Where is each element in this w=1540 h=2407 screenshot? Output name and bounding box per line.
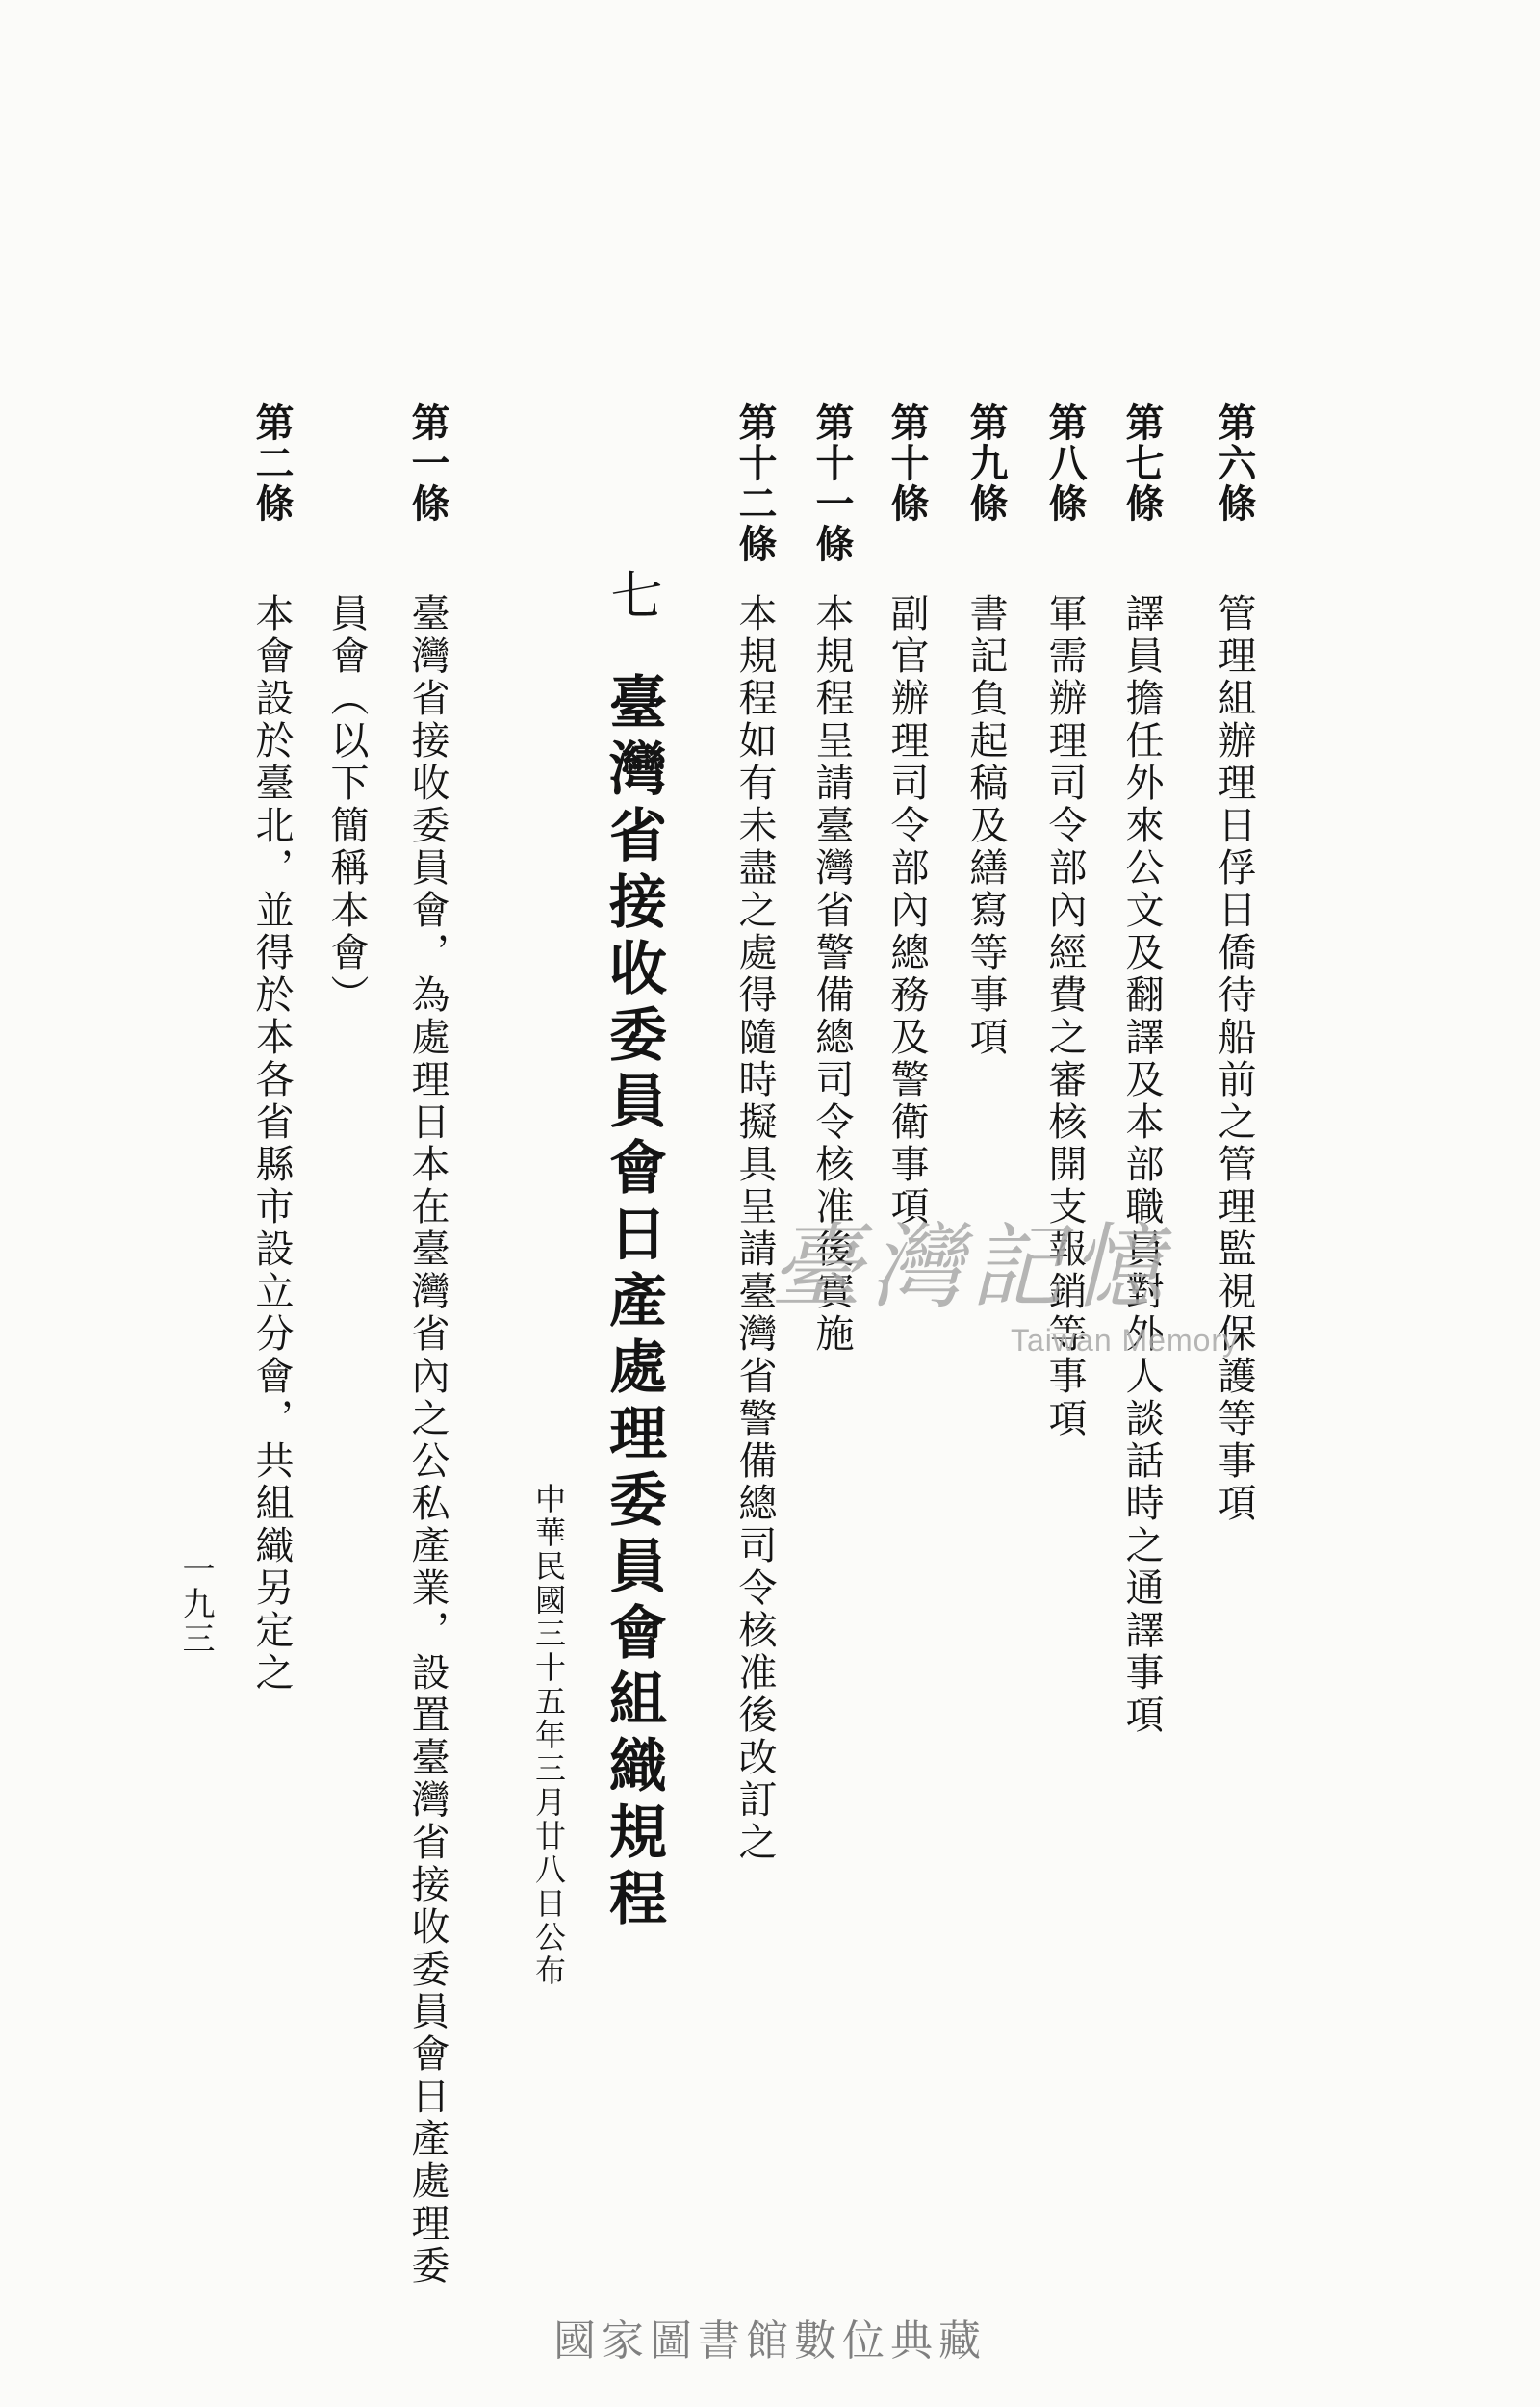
article-9-number: 第九條 [963, 402, 1009, 524]
article-1-number: 第一條 [405, 402, 450, 524]
article-2-text: 本會設於臺北，並得於本各省縣市設立分會，共組織另定之 [249, 593, 294, 1695]
footer-caption: 國家圖書館數位典藏 [553, 2316, 987, 2366]
article-8-number: 第八條 [1042, 402, 1088, 524]
chapter-number: 七 [603, 568, 663, 620]
article-7-number: 第七條 [1119, 402, 1165, 524]
article-9-text: 書記負起稿及繕寫等事項 [963, 593, 1008, 1059]
article-7-text: 譯員擔任外來公文及翻譯及本部職員對外人談話時之通譯事項 [1119, 593, 1164, 1737]
article-6-text: 管理組辦理日俘日僑待船前之管理監視保護等事項 [1212, 593, 1256, 1525]
watermark-chinese: 臺灣記憶 [770, 1213, 1170, 1321]
article-12-number: 第十二條 [732, 402, 778, 564]
article-1-line-2: 員會（以下簡稱本會） [324, 593, 369, 1017]
article-11-number: 第十一條 [809, 402, 855, 564]
article-11-text: 本規程呈請臺灣省警備總司令核准後實施 [809, 593, 854, 1356]
article-10-number: 第十條 [885, 402, 930, 524]
article-10-text: 副官辦理司令部內總務及警衛事項 [885, 593, 929, 1229]
article-8-text: 軍需辦理司令部內經費之審核開支報銷等事項 [1042, 593, 1087, 1440]
page-number: 一九三 [176, 1552, 215, 1656]
article-2-number: 第二條 [249, 402, 295, 524]
article-12-text: 本規程如有未盡之處得隨時擬具呈請臺灣省警備總司令核准後改訂之 [732, 593, 777, 1864]
watermark-english: Taiwan Memory [1011, 1323, 1240, 1358]
article-6-number: 第六條 [1212, 402, 1257, 524]
promulgation-date: 中華民國三十五年三月廿八日公布 [530, 1483, 567, 1988]
chapter-title: 臺灣省接收委員會日產處理委員會組織規程 [600, 672, 667, 1934]
article-1-line-1: 臺灣省接收委員會，為處理日本在臺灣省內之公私產業，設置臺灣省接收委員會日產處理委 [405, 593, 449, 2288]
